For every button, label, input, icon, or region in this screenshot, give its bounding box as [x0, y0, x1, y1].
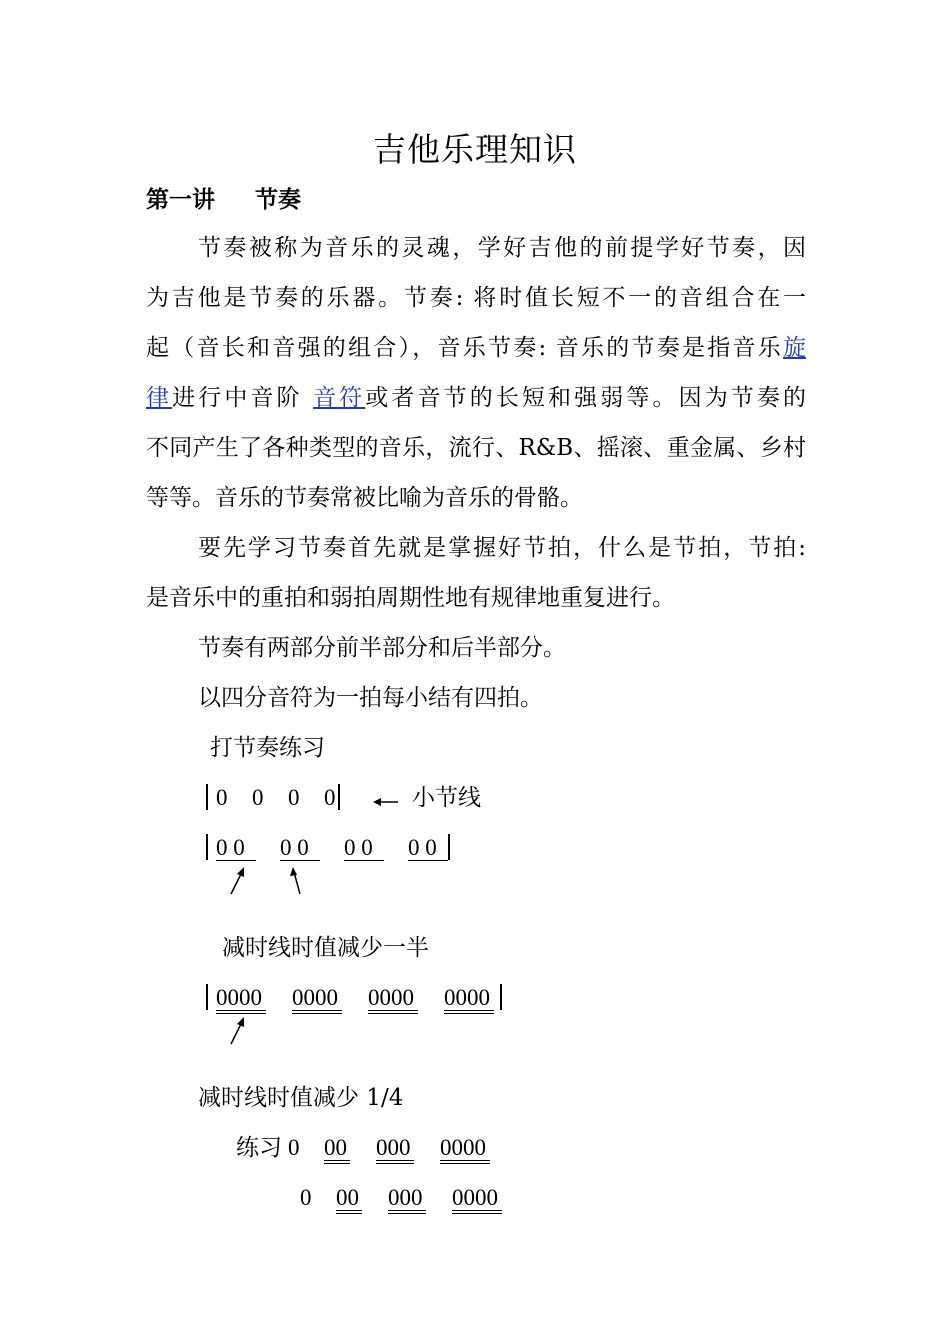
practice-row-1 — [236, 1130, 490, 1166]
section-heading: 第一讲 节奏 — [146, 186, 302, 213]
para1-line5: 不同产生了各种类型的音乐，流行、R&B、摇滚、重金属、乡村 — [146, 435, 806, 461]
note-group: 0 — [300, 1185, 312, 1210]
link-melody-part2[interactable]: 律 — [146, 385, 173, 411]
measure-3 — [198, 980, 510, 1016]
note-group: 0 0 — [344, 836, 384, 861]
exercise-title: 打节奏练习 — [210, 735, 325, 761]
barline — [206, 784, 208, 810]
arrow-up-right-icon — [228, 1016, 248, 1046]
note-group: 0000 — [216, 986, 266, 1014]
document-title: 吉他乐理知识 — [373, 130, 577, 169]
note-group: 0000 — [292, 986, 342, 1014]
note-group: 00 — [324, 1136, 350, 1164]
note-group: 000 — [388, 1186, 426, 1214]
para4: 以四分音符为一拍每小结有四拍。 — [198, 685, 543, 711]
para1-line1: 节奏被称为音乐的灵魂，学好吉他的前提学好节奏，因 — [198, 235, 806, 261]
note-group: 0 0 — [280, 836, 320, 861]
barline — [206, 984, 208, 1010]
barline — [338, 784, 340, 810]
arrow-left-icon — [372, 796, 402, 808]
link-note[interactable]: 音符 — [313, 385, 366, 411]
para1-line3-text: 起（音长和音强的组合），音乐节奏: 音乐的节奏是指音乐 — [146, 335, 783, 361]
note: 0 — [252, 785, 264, 810]
measure-1 — [198, 780, 348, 816]
note-group: 0 — [288, 1135, 300, 1160]
note-group: 00 — [336, 1186, 362, 1214]
note-group: 0 0 — [216, 836, 256, 861]
para2-line2: 是音乐中的重拍和弱拍周期性地有规律地重复进行。 — [146, 585, 675, 611]
barline — [206, 834, 208, 860]
note-group: 0000 — [452, 1186, 502, 1214]
practice-row-2 — [300, 1180, 502, 1216]
note: 0 — [324, 785, 336, 810]
note-group: 000 — [376, 1136, 414, 1164]
arrow-up-right-icon — [228, 866, 248, 896]
para1-line2: 为吉他是节奏的乐器。节奏: 将时值长短不一的音组合在一 — [146, 285, 806, 311]
arrow-up-left-icon — [288, 866, 308, 896]
para1-line6: 等等。音乐的节奏常被比喻为音乐的骨骼。 — [146, 485, 583, 511]
caption-quarter: 减时线时值减少 1/4 — [198, 1085, 404, 1111]
barline — [500, 984, 502, 1010]
para1-line4-text-b: 或者音节的长短和强弱等。因为节奏的 — [365, 385, 807, 411]
para1-line3 — [146, 330, 806, 366]
note-group: 0000 — [440, 1136, 490, 1164]
note-group: 0 0 — [408, 836, 448, 861]
barline — [448, 834, 450, 860]
measure-2 — [198, 830, 458, 866]
note-group: 0000 — [368, 986, 418, 1014]
practice-label: 练习 — [236, 1135, 282, 1161]
barline-annotation: 小节线 — [412, 785, 481, 811]
para1-line4-text-a: 进行中音阶 — [172, 385, 314, 411]
note: 0 — [288, 785, 300, 810]
para1-line4 — [146, 380, 806, 416]
para2-line1: 要先学习节奏首先就是掌握好节拍，什么是节拍，节拍: — [198, 535, 806, 561]
link-melody-part1[interactable]: 旋 — [783, 335, 806, 361]
note-group: 0000 — [444, 986, 494, 1014]
para3: 节奏有两部分前半部分和后半部分。 — [198, 635, 566, 661]
caption-half: 减时线时值减少一半 — [222, 935, 429, 961]
note: 0 — [216, 785, 228, 810]
